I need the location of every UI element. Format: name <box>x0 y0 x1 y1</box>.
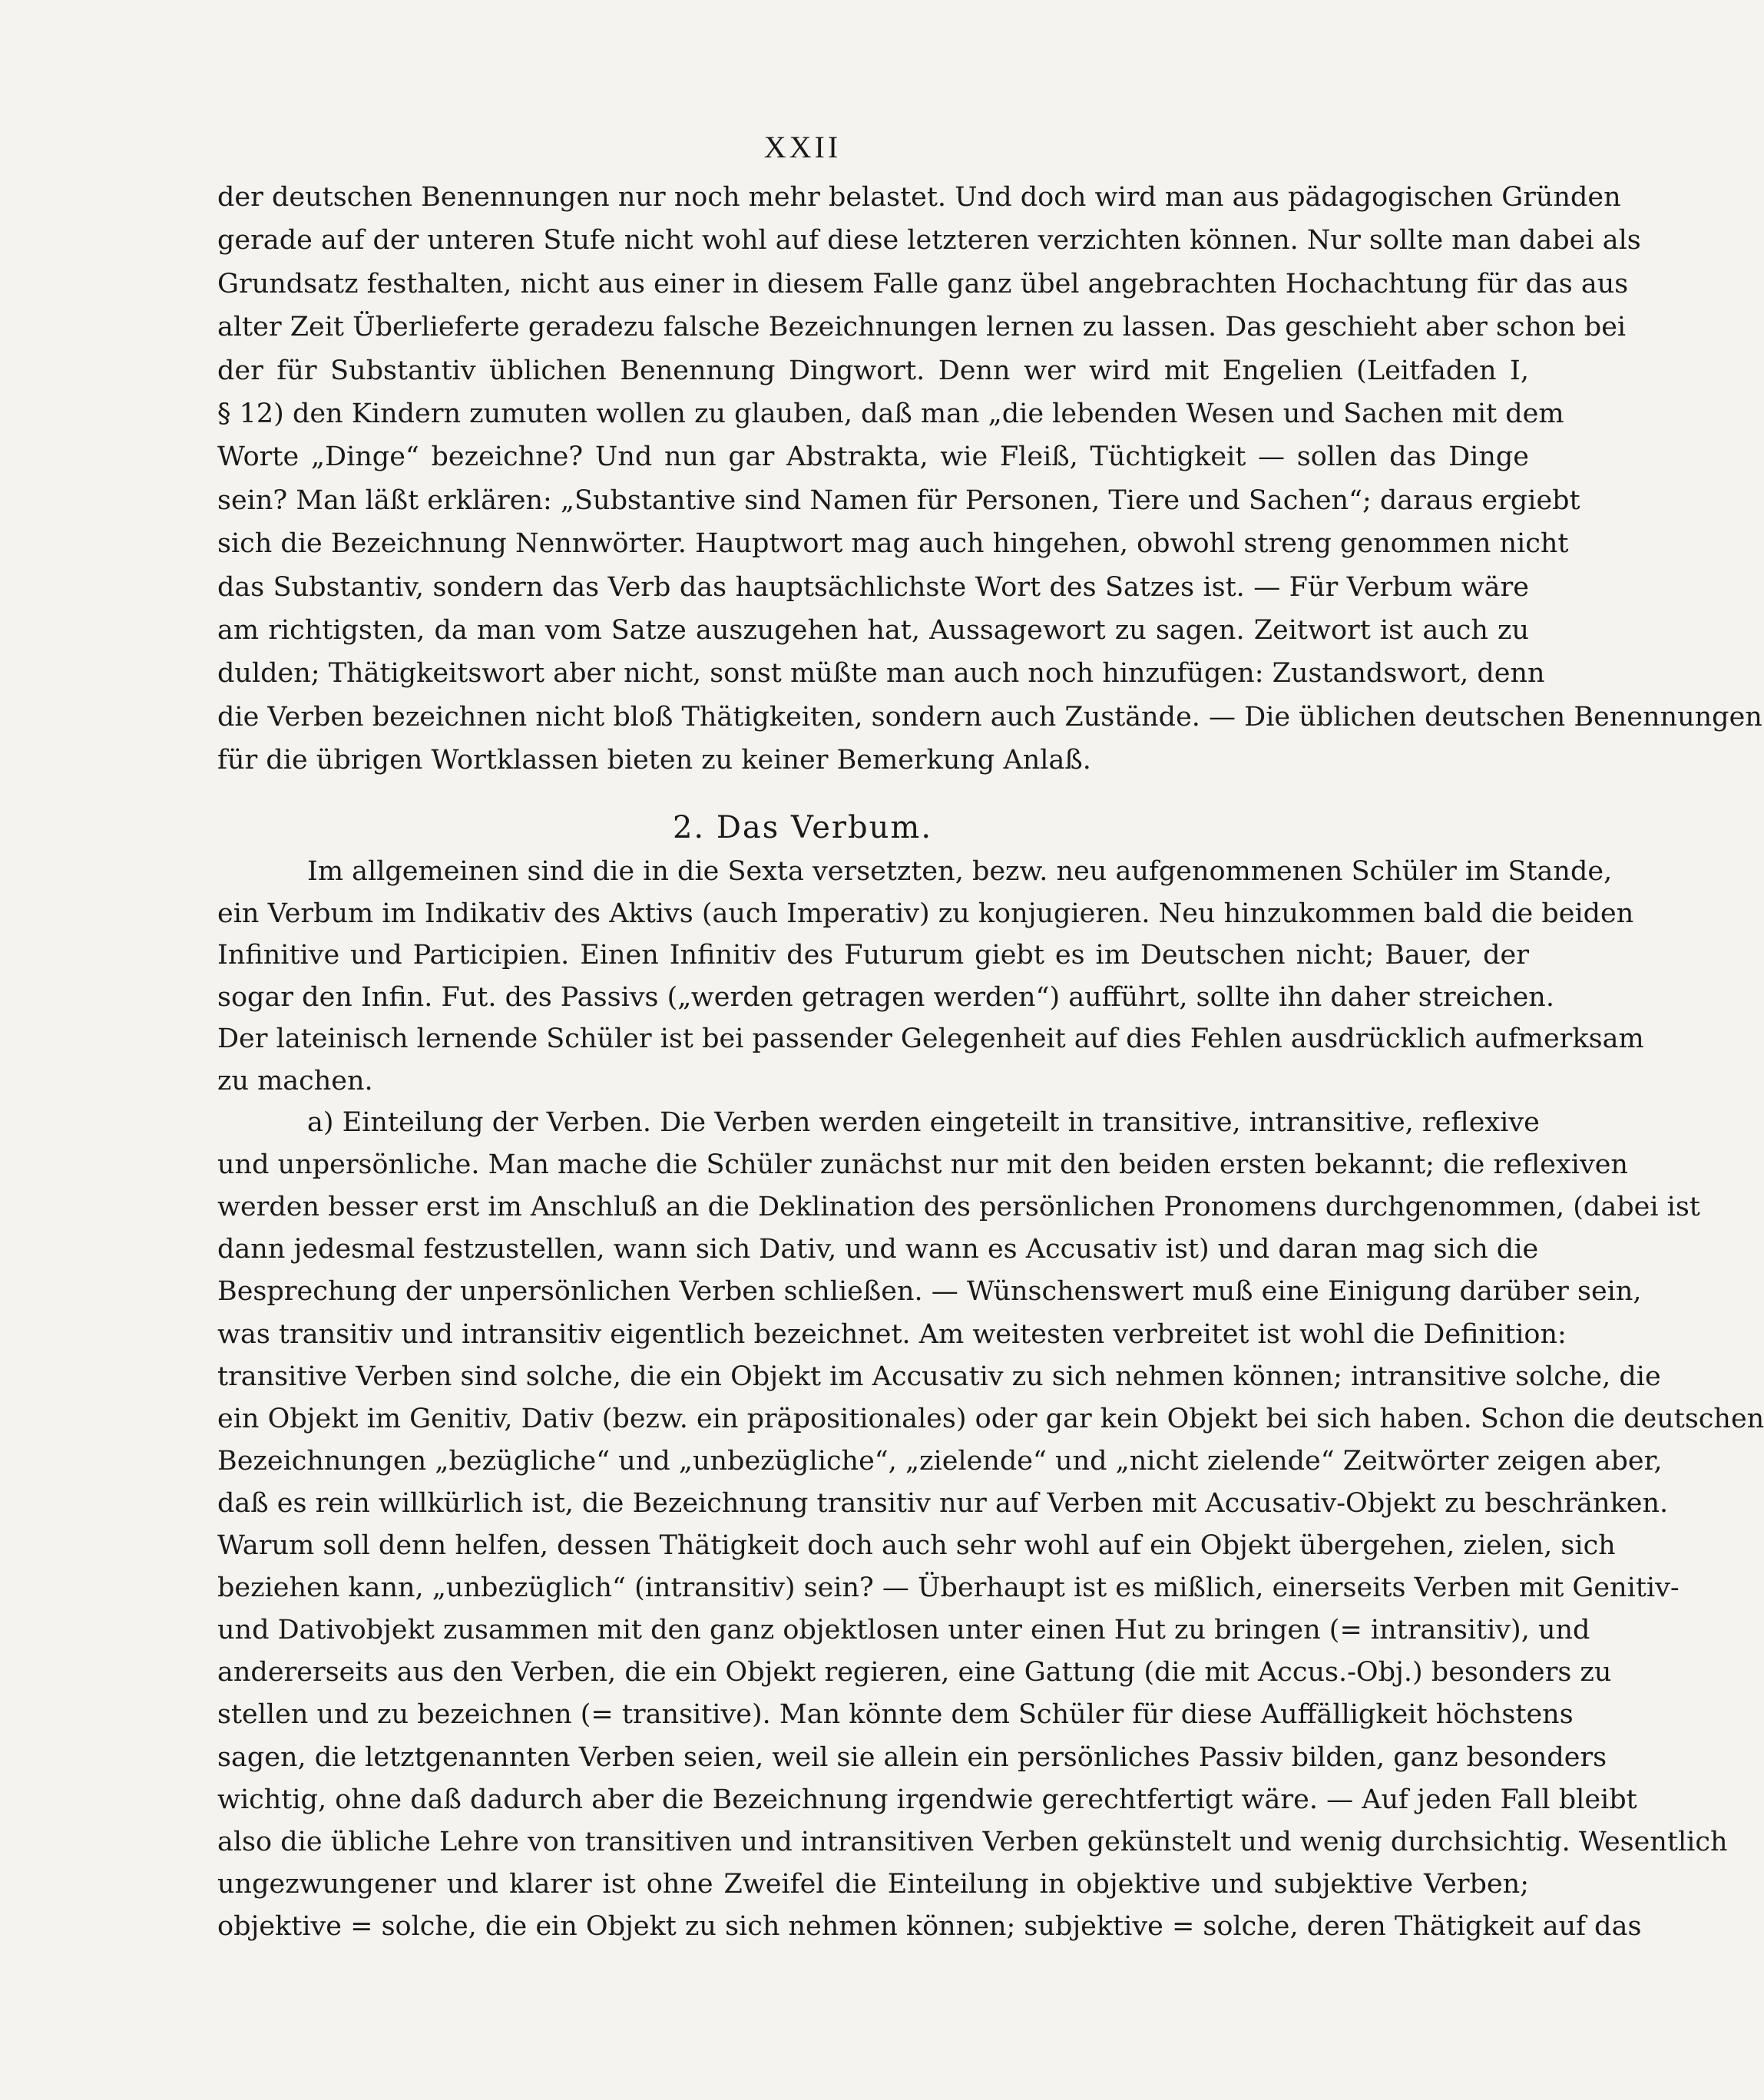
text-line: was transitiv und intransitiv eigentlich bezeichnet. Am weitesten verbreitet ist wohl die Definition: <box>217 1318 1567 1350</box>
text-line: Der lateinisch lernende Schüler ist bei passender Gelegenheit auf dies Fehlen ausdrücklich aufmerksam <box>217 1024 1644 1054</box>
text-line: sagen, die letztgenannten Verben seien, weil sie allein ein persönliches Passiv bilden, ganz besonders <box>217 1741 1607 1773</box>
page-number: XXII <box>763 130 842 164</box>
text-line: Bezeichnungen „bezügliche“ und „unbezügliche“, „zielende“ und „nicht zielende“ Zeitwörter zeigen aber, <box>217 1445 1663 1477</box>
section-heading: 2. Das Verbum. <box>672 810 933 845</box>
text-line: § 12) den Kindern zumuten wollen zu glauben, daß man „die lebenden Wesen und Sachen mit dem <box>217 399 1564 429</box>
text-line: daß es rein willkürlich ist, die Bezeichnung transitiv nur auf Verben mit Accusativ-Objekt zu beschränken. <box>217 1487 1669 1519</box>
text-line: also die übliche Lehre von transitiven und intransitiven Verben gekünstelt und wenig durchsichtig. Wesentlich <box>217 1826 1728 1857</box>
text-line: sogar den Infin. Fut. des Passivs („werden getragen werden“) aufführt, sollte ihn daher streichen. <box>217 981 1554 1013</box>
text-line: die Verben bezeichnen nicht bloß Thätigkeiten, sondern auch Zustände. — Die üblichen deutschen Benennungen <box>217 701 1762 733</box>
text-line: ein Verbum im Indikativ des Aktivs (auch Imperativ) zu konjugieren. Neu hinzukommen bald die beiden <box>217 898 1634 929</box>
text-line: andererseits aus den Verben, die ein Objekt regieren, eine Gattung (die mit Accus.-Obj.) besonders zu <box>217 1657 1612 1688</box>
text-line: am richtigsten, da man vom Satze auszugehen hat, Aussagewort zu sagen. Zeitwort ist auch zu <box>217 615 1529 646</box>
text-line: dann jedesmal festzustellen, wann sich Dativ, und wann es Accusativ ist) und daran mag sich die <box>217 1234 1539 1265</box>
text-line: objektive = solche, die ein Objekt zu sich nehmen können; subjektive = solche, deren Thätigkeit auf das <box>217 1910 1642 1942</box>
text-line: der deutschen Benennungen nur noch mehr belastet. Und doch wird man aus pädagogischen Gründen <box>217 182 1621 213</box>
text-line: das Substantiv, sondern das Verb das hauptsächlichste Wort des Satzes ist. — Für Verbum wäre <box>217 571 1529 603</box>
text-line: transitive Verben sind solche, die ein Objekt im Accusativ zu sich nehmen können; intransitive solche, die <box>217 1361 1661 1392</box>
text-line: gerade auf der unteren Stufe nicht wohl auf diese letzteren verzichten können. Nur sollte man dabei als <box>217 225 1641 256</box>
text-line: Infinitive und Participien. Einen Infinitiv des Futurum giebt es im Deutschen nicht; Bauer, der <box>217 940 1529 971</box>
text-line: werden besser erst im Anschluß an die Deklination des persönlichen Pronomens durchgenommen, (dabei ist <box>217 1192 1700 1223</box>
text-line: und unpersönliche. Man mache die Schüler zunächst nur mit den beiden ersten bekannt; die reflexiven <box>217 1149 1628 1181</box>
text-line: ungezwungener und klarer ist ohne Zweifel die Einteilung in objektive und subjektive Verben; <box>217 1868 1529 1900</box>
text-line: alter Zeit Überlieferte geradezu falsche Bezeichnungen lernen zu lassen. Das geschieht aber schon bei <box>217 312 1627 343</box>
text-line: wichtig, ohne daß dadurch aber die Bezeichnung irgendwie gerechtfertigt wäre. — Auf jeden Fall bleibt <box>217 1784 1637 1815</box>
text-line: und Dativobjekt zusammen mit den ganz objektlosen unter einen Hut zu bringen (= intransitiv), und <box>217 1615 1590 1646</box>
text-line: Worte „Dinge“ bezeichne? Und nun gar Abstrakta, wie Fleiß, Tüchtigkeit — sollen das Dinge <box>217 441 1529 473</box>
text-line: Im allgemeinen sind die in die Sexta versetzten, bezw. neu aufgenommenen Schüler im Stande, <box>307 856 1613 887</box>
text-line: Besprechung der unpersönlichen Verben schließen. — Wünschenswert muß eine Einigung darüber sein, <box>217 1276 1642 1308</box>
text-line: Grundsatz festhalten, nicht aus einer in diesem Falle ganz übel angebrachten Hochachtung für das aus <box>217 268 1629 299</box>
text-line: ein Objekt im Genitiv, Dativ (bezw. ein präpositionales) oder gar kein Objekt bei sich haben. Schon die deutschen <box>217 1403 1764 1434</box>
text-line: für die übrigen Wortklassen bieten zu keiner Bemerkung Anlaß. <box>217 745 1091 776</box>
text-line: beziehen kann, „unbezüglich“ (intransitiv) sein? — Überhaupt ist es mißlich, einerseits Verben mit Genitiv- <box>217 1573 1680 1604</box>
text-line: sein? Man läßt erklären: „Substantive sind Namen für Personen, Tiere und Sachen“; daraus ergiebt <box>217 484 1580 516</box>
text-line: dulden; Thätigkeitswort aber nicht, sonst müßte man auch noch hinzufügen: Zustandswort, denn <box>217 658 1545 690</box>
text-line: zu machen. <box>217 1065 373 1096</box>
text-line: sich die Bezeichnung Nennwörter. Hauptwort mag auch hingehen, obwohl streng genommen nicht <box>217 528 1569 560</box>
text-line: stellen und zu bezeichnen (= transitive). Man könnte dem Schüler für diese Auffälligkeit höchstens <box>217 1699 1574 1731</box>
text-line: der für Substantiv üblichen Benennung Dingwort. Denn wer wird mit Engelien (Leitfaden I, <box>217 355 1529 386</box>
text-line: Warum soll denn helfen, dessen Thätigkeit doch auch sehr wohl auf ein Objekt übergehen, zielen, sich <box>217 1530 1616 1561</box>
text-line: a) Einteilung der Verben. Die Verben werden eingeteilt in transitive, intransitive, reflexive <box>307 1107 1540 1138</box>
